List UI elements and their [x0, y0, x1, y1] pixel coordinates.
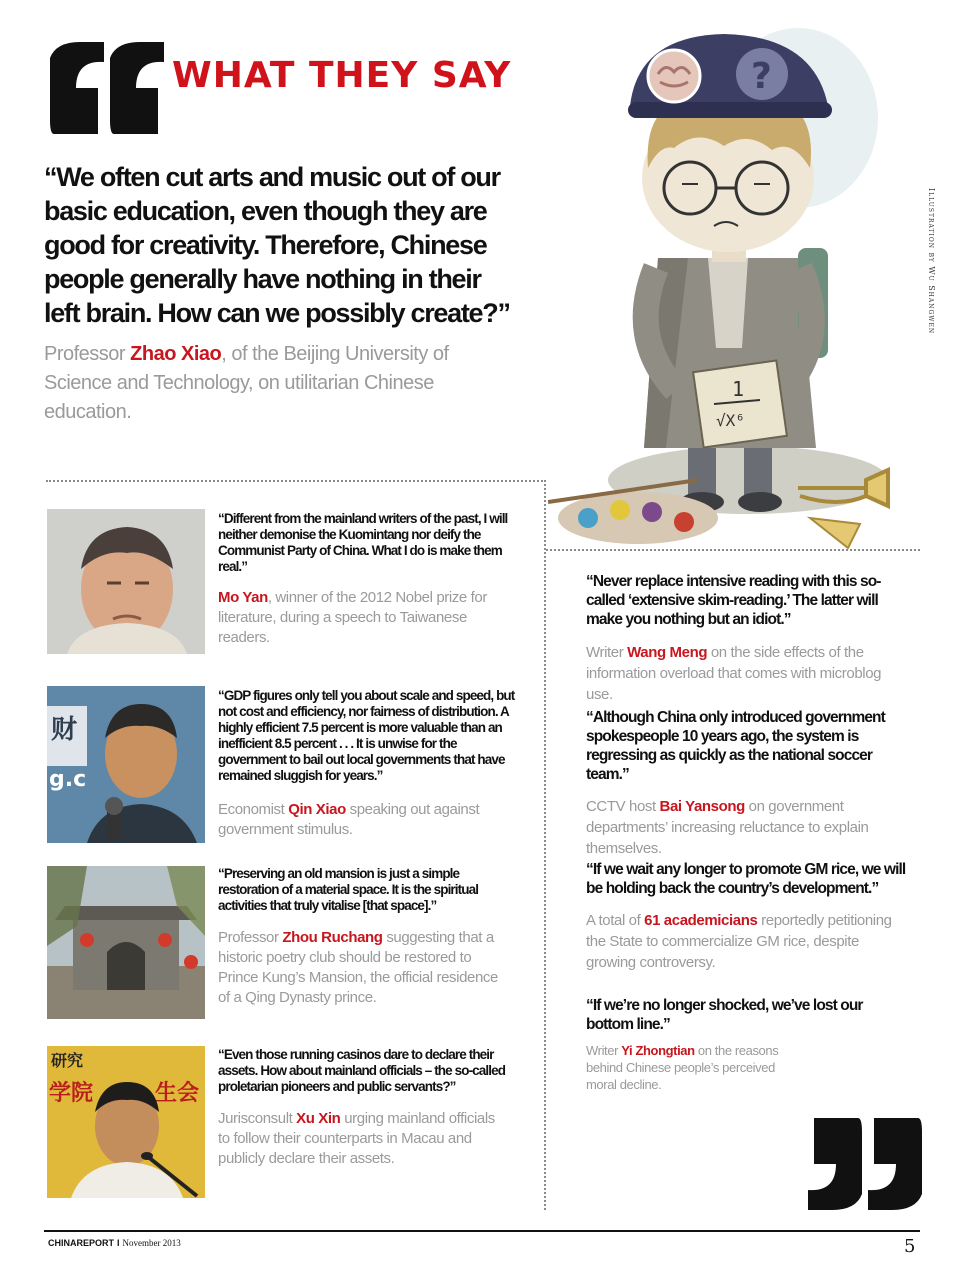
quote-qin-xiao: “GDP figures only tell you about scale and speed, but not cost and efficiency, nor fairness of distribution. A highly efficient 7.5 percent is more valuable than an inefficient 8.5 percent . . . It is unwise for the government to bail out local governments that have remained sluggish for years.” — [218, 688, 515, 783]
open-quote-icon — [46, 40, 166, 136]
lead-speaker-name: Zhao Xiao — [130, 343, 222, 365]
attr-61-academicians: A total of 61 academicians reportedly petitioning the State to commercialize GM rice, despite growing controversy. — [586, 912, 892, 971]
svg-text:财: 财 — [51, 715, 78, 745]
speaker-xu-xin: Xu Xin — [296, 1110, 341, 1127]
speaker-bai-yansong: Bai Yansong — [659, 798, 745, 815]
attr-wang-meng: Writer Wang Meng on the side effects of the information overload that comes with microblog use. — [586, 644, 882, 703]
photo-xu-xin — [47, 1046, 205, 1198]
svg-text:生会: 生会 — [155, 1081, 200, 1106]
speaker-yi-zhongtian: Yi Zhongtian — [621, 1043, 695, 1058]
svg-text:研究: 研究 — [51, 1051, 84, 1070]
sign-numerator: 1 — [732, 377, 745, 401]
speaker-qin-xiao: Qin Xiao — [288, 801, 346, 818]
speaker-wang-meng: Wang Meng — [627, 644, 708, 661]
page-number: 5 — [904, 1236, 916, 1257]
student-illustration — [548, 18, 928, 550]
quote-wang-meng: “Never replace intensive reading with this so-called ‘extensive skim-reading.’ The latter will make you nothing but an idiot.” — [586, 573, 881, 628]
quote-mo-yan: “Different from the mainland writers of the past, I will neither demonise the Kuomintang nor deify the Communist Party of China. What I do is make them real.” — [218, 511, 508, 574]
quote-zhou-ruchang: “Preserving an old mansion is just a simple restoration of a material space. It is the spiritual activities that truly vitalise [that space].” — [218, 866, 479, 913]
lead-attribution: Professor Zhao Xiao, of the Beijing University of Science and Technology, on utilitarian Chinese education. — [44, 343, 449, 423]
svg-text:?: ? — [751, 56, 772, 97]
quote-xu-xin: “Even those running casinos dare to declare their assets. How about mainland officials – the so-called proletarian pioneers and public servants?” — [218, 1047, 506, 1094]
attr-bai-yansong: CCTV host Bai Yansong on government departments’ increasing reluctance to explain themselves. — [586, 798, 869, 857]
lead-quote: “We often cut arts and music out of our basic education, even though they are good for creativity. Therefore, Chinese people generally have nothing in their left brain. How can we possibly create?” — [44, 162, 510, 328]
quote-bai-yansong: “Although China only introduced government spokespeople 10 years ago, the system is regressing as quickly as the national soccer team.” — [586, 709, 885, 783]
photo-prince-kung-mansion — [47, 866, 205, 1019]
photo-mo-yan — [47, 509, 205, 654]
attr-yi-zhongtian: Writer Yi Zhongtian on the reasons behind Chinese people’s perceived moral decline. — [586, 1043, 779, 1092]
illustration-credit: Illustration by Wu Shangwen — [927, 188, 936, 335]
quote-61-academicians: “If we wait any longer to promote GM rice, we will be holding back the country’s development.” — [586, 861, 906, 897]
speaker-61-academicians: 61 academicians — [644, 912, 758, 929]
attr-qin-xiao: Economist Qin Xiao speaking out against government stimulus. — [218, 801, 480, 838]
math-sign — [693, 361, 787, 448]
divider-vertical — [544, 480, 546, 1210]
attr-mo-yan: Mo Yan, winner of the 2012 Nobel prize for literature, during a speech to Taiwanese readers. — [218, 589, 487, 646]
photo-qin-xiao — [47, 686, 205, 843]
attr-xu-xin: Jurisconsult Xu Xin urging mainland officials to follow their counterparts in Macau and publicly declare their assets. — [218, 1110, 495, 1167]
attr-zhou-ruchang: Professor Zhou Ruchang suggesting that a historic poetry club should be restored to Prince Kung’s Mansion, the official residence of a Qing Dynasty prince. — [218, 929, 498, 1006]
close-quote-icon — [806, 1116, 926, 1212]
divider-horizontal-left — [46, 480, 546, 482]
footer-rule — [44, 1230, 920, 1232]
speaker-mo-yan: Mo Yan — [218, 589, 268, 606]
section-heading: WHAT THEY SAY — [172, 55, 512, 96]
speaker-zhou-ruchang: Zhou Ruchang — [282, 929, 383, 946]
footer-masthead: CHINAREPORT I November 2013 — [48, 1238, 181, 1248]
quote-yi-zhongtian: “If we’re no longer shocked, we’ve lost our bottom line.” — [586, 997, 863, 1033]
svg-text:g.c: g.c — [49, 767, 87, 792]
divider-horizontal-right — [546, 549, 920, 551]
sign-denominator: √X⁶ — [716, 411, 745, 430]
svg-text:学院: 学院 — [49, 1081, 94, 1106]
